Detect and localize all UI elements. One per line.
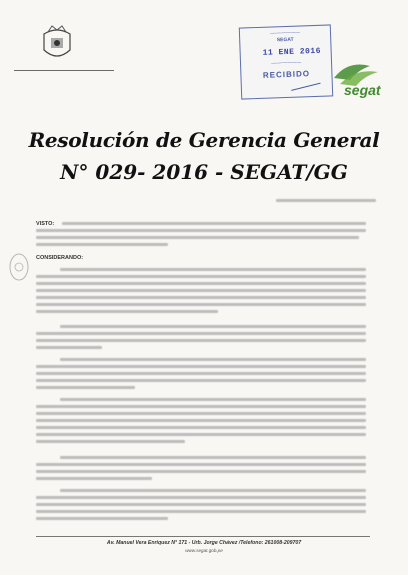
side-seal-icon (8, 252, 30, 282)
stamp-header-line: —————— (269, 29, 301, 37)
considerando-paragraph-1 (36, 268, 366, 317)
header-rule (14, 70, 114, 71)
visto-label: VISTO: (36, 221, 55, 227)
resolution-title: Resolución de Gerencia General (28, 128, 380, 152)
considerando-label: CONSIDERANDO: (36, 255, 84, 261)
stamp-org-line: SEGAT (276, 36, 294, 44)
stamp-date: 11 ENE 2016 (262, 46, 322, 58)
visto-paragraph (62, 222, 366, 229)
footer-website: www.segat.gob.pe (185, 548, 223, 553)
footer-rule (36, 536, 370, 537)
stamp-received: RECIBIDO (262, 69, 311, 80)
considerando-paragraph-6 (36, 489, 366, 524)
reception-stamp (239, 24, 333, 99)
segat-logo-text: segat (344, 82, 381, 98)
considerando-paragraph-4 (36, 398, 366, 447)
footer-address: Av. Manuel Vera Enriquez N° 171 - Urb. Jorge Chávez /Telefono: 261008-209707 (106, 540, 302, 546)
considerando-paragraph-3 (36, 358, 366, 393)
stamp-divider: —————— (270, 59, 302, 67)
considerando-paragraph-5 (36, 456, 366, 484)
considerando-paragraph-2 (36, 325, 366, 353)
visto-paragraph-cont (36, 229, 366, 250)
date-line (276, 199, 376, 203)
resolution-number: N° 029- 2016 - SEGAT/GG (60, 160, 348, 184)
municipal-crest-icon (40, 24, 74, 64)
